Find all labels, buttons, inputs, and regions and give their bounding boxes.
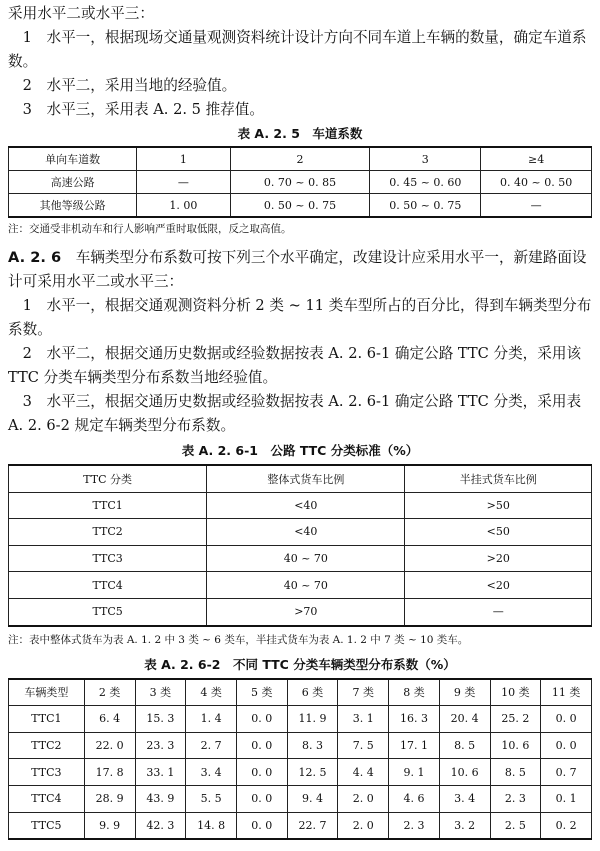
table-cell: 0. 40 ~ 0. 50 (481, 171, 592, 194)
table-cell: 9. 9 (84, 812, 135, 839)
table-row (9, 171, 592, 194)
header-cell: 3 (370, 147, 481, 171)
table-row (9, 812, 592, 839)
table-cell: 0. 50 ~ 0. 75 (230, 194, 370, 218)
table-cell: <50 (405, 519, 592, 546)
table-row (9, 785, 592, 812)
table-cell: <40 (207, 519, 405, 546)
header-cell: 4 类 (186, 679, 237, 706)
table-a261-caption: 表 A. 2. 6-1 公路 TTC 分类标准（%） (181, 443, 419, 458)
table-cell: 5. 5 (186, 785, 237, 812)
table-cell: 23. 3 (135, 732, 186, 759)
section-a26-paragraph (8, 246, 592, 294)
header-cell: 10 类 (490, 679, 541, 706)
header-cell: 8 类 (389, 679, 440, 706)
table-cell: 1. 00 (137, 194, 230, 218)
header-cell: 整体式货车比例 (207, 465, 405, 492)
table-a262 (8, 678, 592, 841)
header-cell: TTC 分类 (9, 465, 207, 492)
section-number: A. 2. 6 (8, 249, 62, 266)
table-cell: 22. 0 (84, 732, 135, 759)
table-cell: >20 (405, 545, 592, 572)
header-cell: 2 (230, 147, 370, 171)
table-a261-note: 注：表中整体式货车为表 A. 1. 2 中 3 类 ~ 6 类车，半挂式货车为表 A. 1. 2 中 7 类 ~ 10 类车。 (8, 633, 469, 646)
table-cell: TTC1 (9, 492, 207, 519)
section-item-2: 2 水平二，根据交通历史数据或经验数据按表 A. 2. 6-1 确定公路 TTC 分类，采用该 TTC 分类车辆类型分布系数当地经验值。 (8, 345, 582, 386)
table-cell: 2. 7 (186, 732, 237, 759)
table-cell: 3. 2 (439, 812, 490, 839)
table-cell: 8. 5 (490, 759, 541, 786)
header-cell: 6 类 (287, 679, 338, 706)
table-cell: 16. 3 (389, 706, 440, 733)
table-cell: 3. 4 (439, 785, 490, 812)
table-cell: TTC3 (9, 545, 207, 572)
table-cell: 42. 3 (135, 812, 186, 839)
table-cell: 0. 45 ~ 0. 60 (370, 171, 481, 194)
table-cell: 0. 0 (236, 706, 287, 733)
table-cell: 25. 2 (490, 706, 541, 733)
table-cell: 15. 3 (135, 706, 186, 733)
table-cell: 33. 1 (135, 759, 186, 786)
table-cell: 0. 1 (541, 785, 592, 812)
header-cell: 半挂式货车比例 (405, 465, 592, 492)
table-cell: 0. 50 ~ 0. 75 (370, 194, 481, 218)
table-cell: 0. 7 (541, 759, 592, 786)
table-cell: — (137, 171, 230, 194)
table-cell: 0. 0 (541, 732, 592, 759)
table-cell: 0. 0 (236, 759, 287, 786)
table-cell: 1. 4 (186, 706, 237, 733)
table-cell: 0. 0 (541, 706, 592, 733)
table-row (9, 759, 592, 786)
table-cell: 8. 3 (287, 732, 338, 759)
table-row (9, 706, 592, 733)
table-a25-caption: 表 A. 2. 5 车道系数 (237, 126, 363, 141)
header-cell: 9 类 (439, 679, 490, 706)
table-cell: 高速公路 (9, 171, 137, 194)
table-cell: 14. 8 (186, 812, 237, 839)
table-row (9, 519, 592, 546)
table-cell: 8. 5 (439, 732, 490, 759)
table-cell: 0. 0 (236, 785, 287, 812)
table-cell: 4. 4 (338, 759, 389, 786)
table-cell: TTC3 (9, 759, 85, 786)
intro-item-3: 3 水平三，采用表 A. 2. 5 推荐值。 (22, 101, 264, 118)
header-cell: 单向车道数 (9, 147, 137, 171)
table-cell: 2. 0 (338, 812, 389, 839)
table-a261 (8, 464, 592, 627)
table-cell: 0. 2 (541, 812, 592, 839)
table-cell: 其他等级公路 (9, 194, 137, 218)
table-cell: TTC2 (9, 519, 207, 546)
table-cell: >70 (207, 598, 405, 625)
header-cell: 7 类 (338, 679, 389, 706)
table-cell: TTC5 (9, 812, 85, 839)
table-cell: 43. 9 (135, 785, 186, 812)
table-cell: 17. 8 (84, 759, 135, 786)
section-text: 车辆类型分布系数可按下列三个水平确定，改建设计应采用水平一，新建路面设计可采用水平二或水平三： (8, 249, 587, 290)
table-cell: 10. 6 (439, 759, 490, 786)
table-cell: TTC5 (9, 598, 207, 625)
table-cell: 0. 0 (236, 812, 287, 839)
section-item-3: 3 水平三，根据交通历史数据或经验数据按表 A. 2. 6-1 确定公路 TTC 分类，采用表 A. 2. 6-2 规定车辆类型分布系数。 (8, 393, 582, 434)
intro-item-1: 1 水平一，根据现场交通量观测资料统计设计方向不同车道上车辆的数量，确定车道系数。 (8, 29, 587, 70)
header-cell: 1 (137, 147, 230, 171)
table-cell: 10. 6 (490, 732, 541, 759)
table-cell: TTC4 (9, 572, 207, 599)
table-cell: 2. 0 (338, 785, 389, 812)
table-cell: <20 (405, 572, 592, 599)
table-cell: — (481, 194, 592, 218)
header-cell: 车辆类型 (9, 679, 85, 706)
table-cell: 7. 5 (338, 732, 389, 759)
table-cell: TTC4 (9, 785, 85, 812)
table-cell: TTC1 (9, 706, 85, 733)
table-cell: 20. 4 (439, 706, 490, 733)
table-cell: 4. 6 (389, 785, 440, 812)
table-cell: 2. 5 (490, 812, 541, 839)
header-cell: 3 类 (135, 679, 186, 706)
table-cell: >50 (405, 492, 592, 519)
table-cell: 0. 0 (236, 732, 287, 759)
table-header-row (9, 679, 592, 706)
table-cell: 12. 5 (287, 759, 338, 786)
table-cell: <40 (207, 492, 405, 519)
table-cell: — (405, 598, 592, 625)
intro-heading: 采用水平二或水平三： (8, 5, 154, 22)
table-a25 (8, 146, 592, 218)
header-cell: 5 类 (236, 679, 287, 706)
table-cell: 17. 1 (389, 732, 440, 759)
table-cell: 0. 70 ~ 0. 85 (230, 171, 370, 194)
table-cell: 3. 4 (186, 759, 237, 786)
header-cell: ≥4 (481, 147, 592, 171)
table-cell: TTC2 (9, 732, 85, 759)
header-cell: 11 类 (541, 679, 592, 706)
table-a25-note: 注：交通受非机动车和行人影响严重时取低限，反之取高值。 (8, 223, 292, 235)
table-cell: 40 ~ 70 (207, 545, 405, 572)
table-row (9, 572, 592, 599)
table-row (9, 492, 592, 519)
table-row (9, 598, 592, 625)
table-cell: 40 ~ 70 (207, 572, 405, 599)
table-cell: 9. 1 (389, 759, 440, 786)
table-header-row (9, 465, 592, 492)
table-header-row (9, 147, 592, 171)
section-item-1: 1 水平一，根据交通观测资料分析 2 类 ~ 11 类车型所占的百分比，得到车辆类型分布系数。 (8, 297, 592, 338)
header-cell: 2 类 (84, 679, 135, 706)
table-cell: 9. 4 (287, 785, 338, 812)
table-row (9, 194, 592, 218)
table-cell: 28. 9 (84, 785, 135, 812)
table-cell: 22. 7 (287, 812, 338, 839)
table-row (9, 545, 592, 572)
intro-item-2: 2 水平二，采用当地的经验值。 (22, 77, 237, 94)
table-cell: 11. 9 (287, 706, 338, 733)
table-cell: 2. 3 (490, 785, 541, 812)
table-row (9, 732, 592, 759)
table-cell: 3. 1 (338, 706, 389, 733)
table-cell: 6. 4 (84, 706, 135, 733)
table-a262-caption: 表 A. 2. 6-2 不同 TTC 分类车辆类型分布系数（%） (144, 656, 456, 672)
table-cell: 2. 3 (389, 812, 440, 839)
